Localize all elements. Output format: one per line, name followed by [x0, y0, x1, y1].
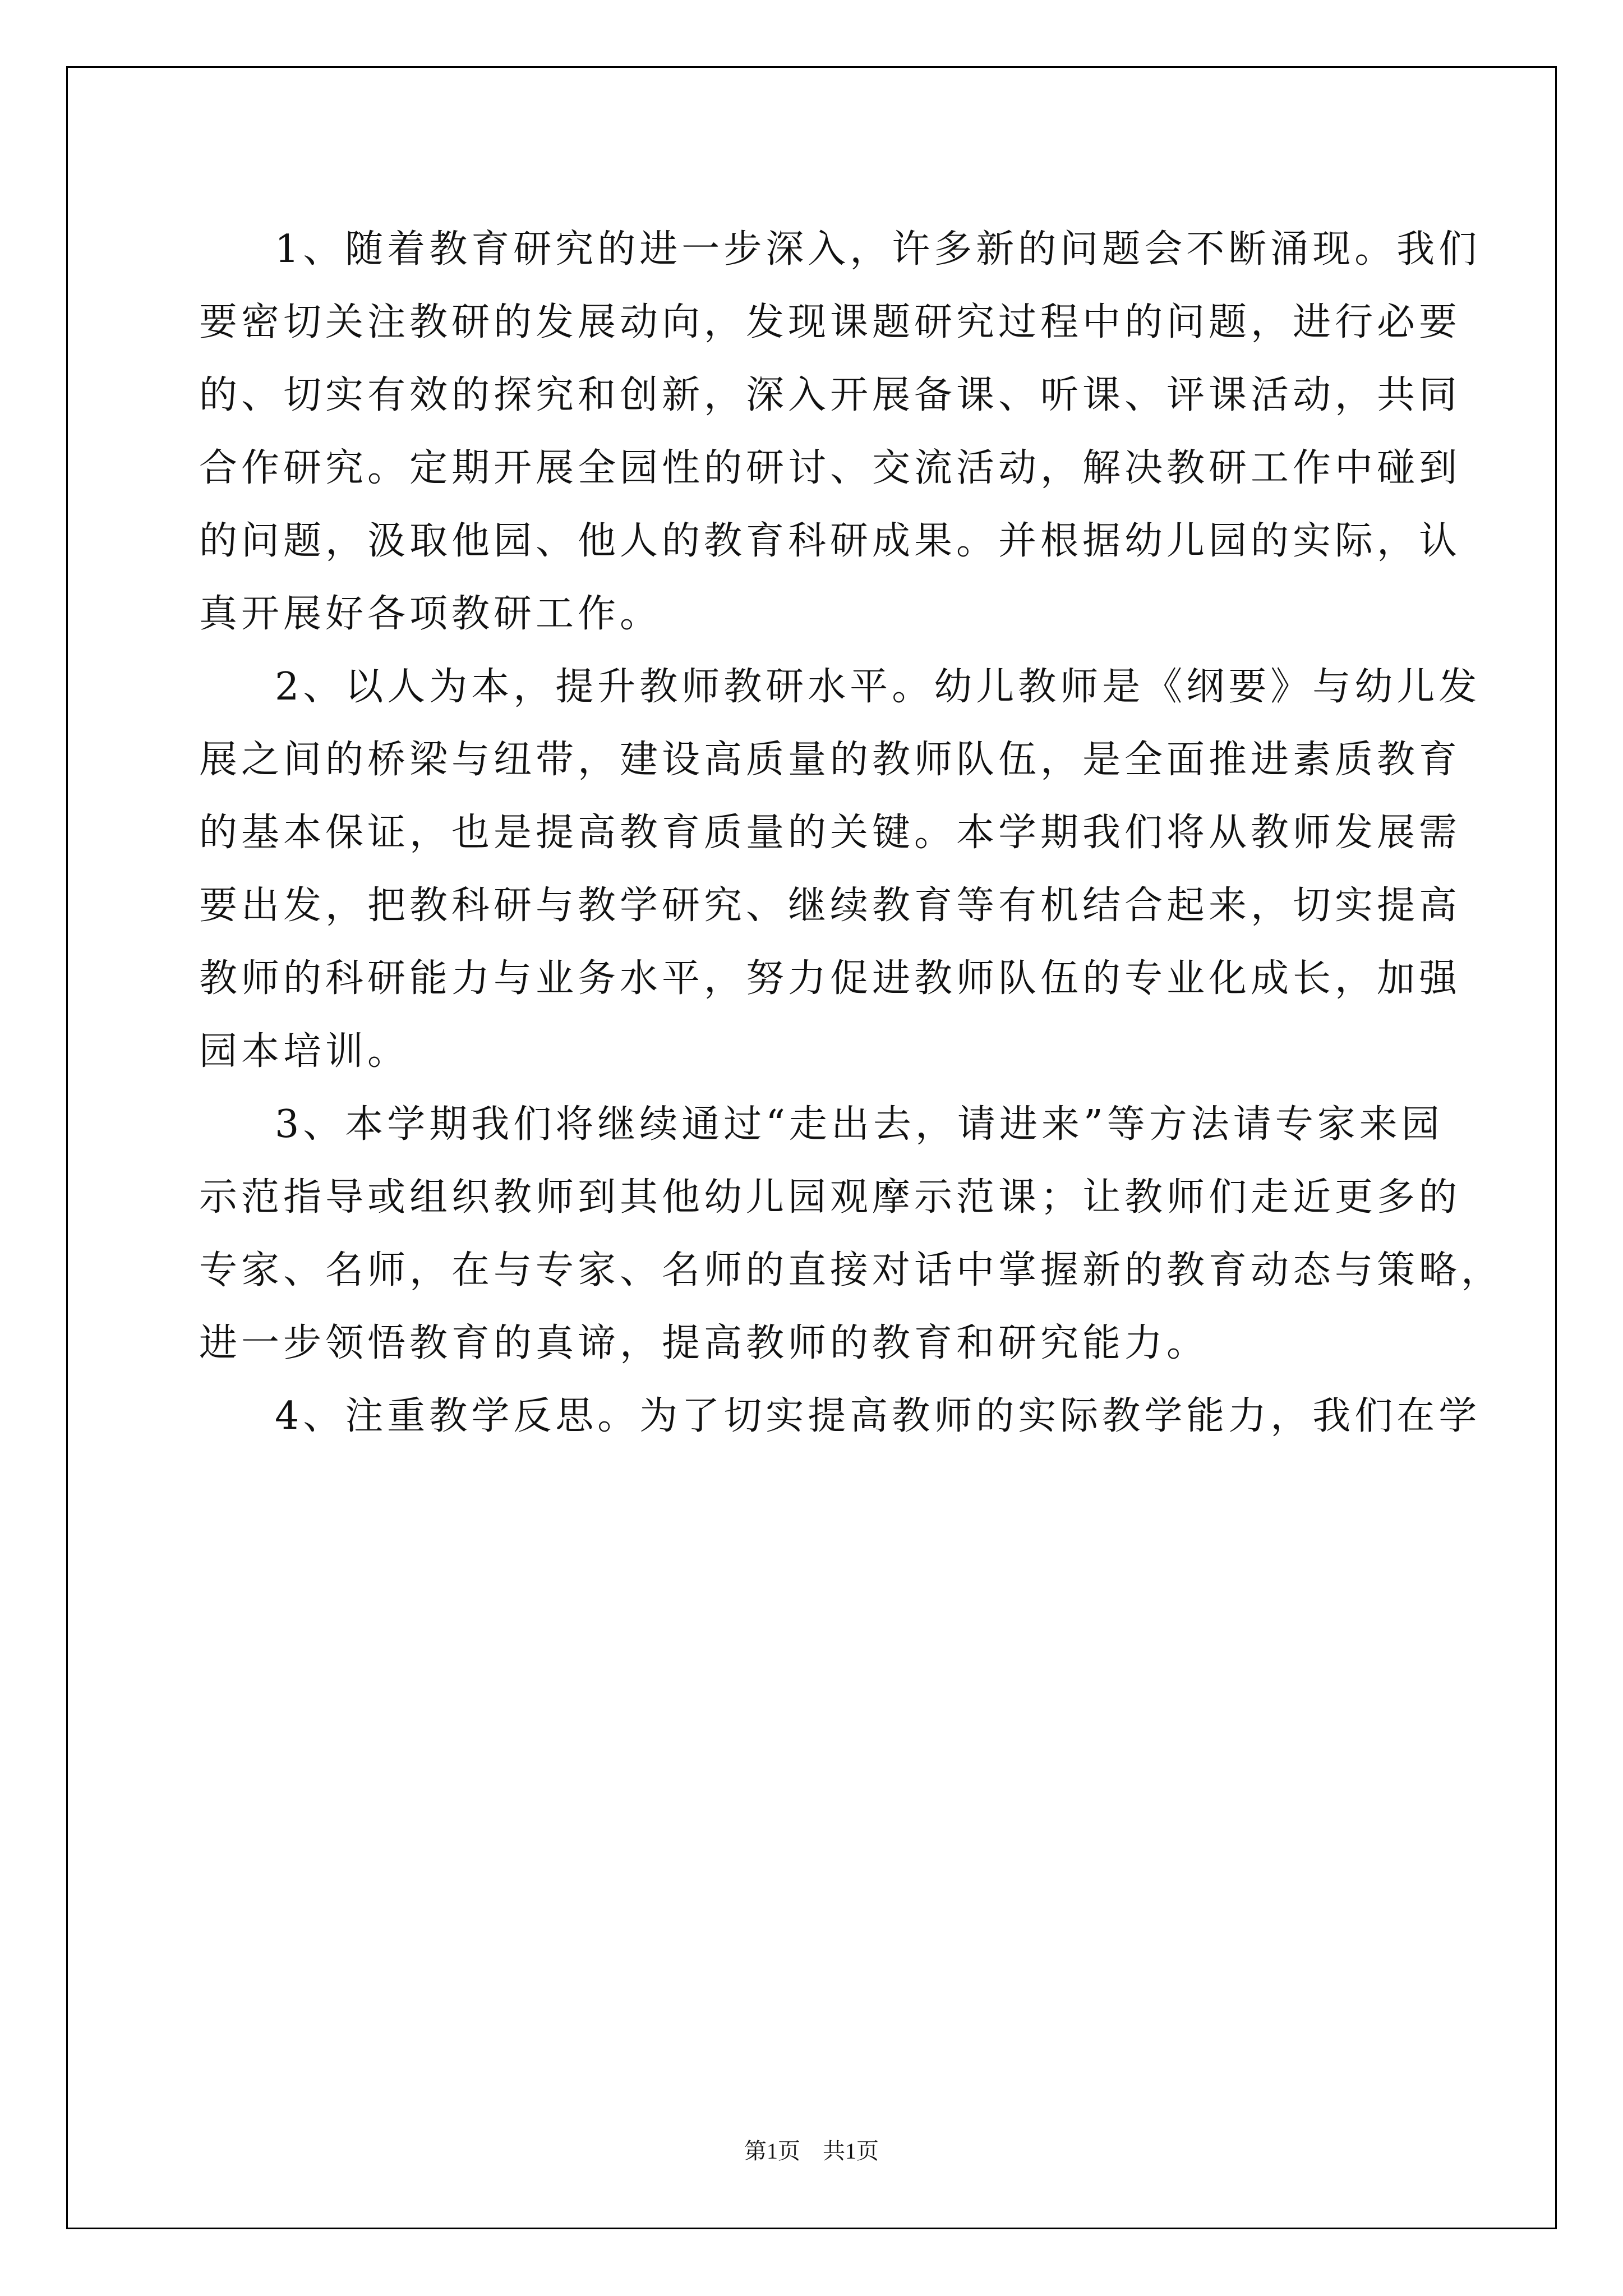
paragraph-4-line-1: 4、注重教学反思。为了切实提高教师的实际教学能力，我们在学 — [275, 1394, 1481, 1438]
paragraph-3-line-3: 专家、名师，在与专家、名师的直接对话中掌握新的教育动态与策略， — [199, 1248, 1504, 1292]
paragraph-2-line-4: 要出发，把教科研与教学研究、继续教育等有机结合起来，切实提高 — [199, 884, 1461, 928]
paragraph-1-line-5: 的问题，汲取他园、他人的教育科研成果。并根据幼儿园的实际，认 — [199, 519, 1461, 563]
paragraph-1-line-3: 的、切实有效的探究和创新，深入开展备课、听课、评课活动，共同 — [199, 373, 1461, 417]
page-number-footer: 第1页 共1页 — [744, 2138, 879, 2164]
paragraph-1-line-6: 真开展好各项教研工作。 — [199, 592, 662, 636]
paragraph-2-line-1: 2、以人为本，提升教师教研水平。幼儿教师是《纲要》与幼儿发 — [275, 665, 1481, 709]
paragraph-2-line-3: 的基本保证，也是提高教育质量的关键。本学期我们将从教师发展需 — [199, 811, 1461, 855]
paragraph-3-line-2: 示范指导或组织教师到其他幼儿园观摩示范课；让教师们走近更多的 — [199, 1175, 1461, 1220]
paragraph-3-line-4: 进一步领悟教育的真谛，提高教师的教育和研究能力。 — [199, 1321, 1209, 1365]
paragraph-2-line-6: 园本培训。 — [199, 1029, 410, 1074]
paragraph-2-line-5: 教师的科研能力与业务水平，努力促进教师队伍的专业化成长，加强 — [199, 956, 1461, 1001]
paragraph-1-line-2: 要密切关注教研的发展动向，发现课题研究过程中的问题，进行必要 — [199, 300, 1461, 344]
paragraph-2-line-2: 展之间的桥梁与纽带，建设高质量的教师队伍，是全面推进素质教育 — [199, 738, 1461, 782]
paragraph-3-line-1: 3、本学期我们将继续通过“走出去，请进来”等方法请专家来园 — [275, 1102, 1444, 1147]
paragraph-1-line-4: 合作研究。定期开展全园性的研讨、交流活动，解决教研工作中碰到 — [199, 446, 1461, 490]
paragraph-1-line-1: 1、随着教育研究的进一步深入，许多新的问题会不断涌现。我们 — [275, 227, 1481, 272]
